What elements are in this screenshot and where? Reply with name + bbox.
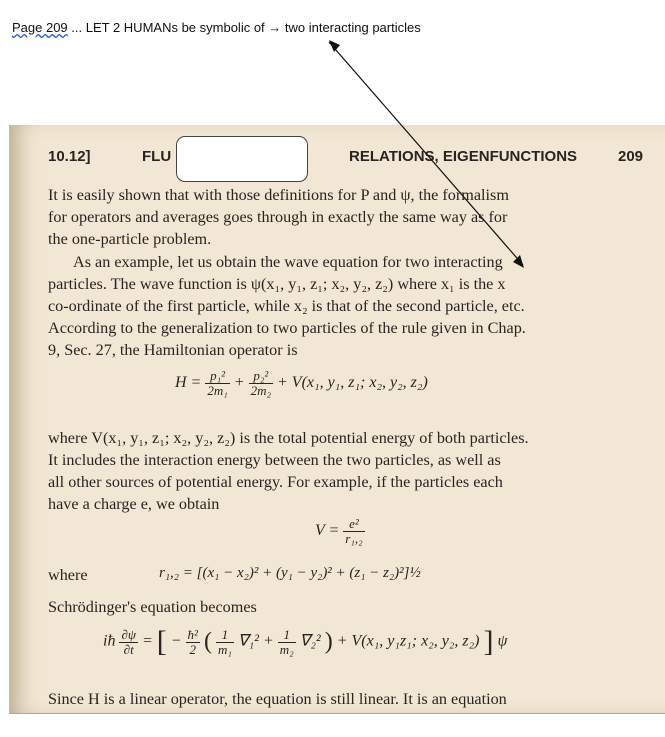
text-line: It includes the interaction energy between the two particles, as well as bbox=[48, 451, 501, 469]
fraction: $\frac{\text{p₂²}}{\text{2m₂}}$ bbox=[250, 368, 271, 398]
annotation-text: ... LET 2 HUMANs be symbolic of → two interacting particles bbox=[67, 20, 421, 35]
text-line: It is easily shown that with those definitions for P and ψ, the formalism bbox=[48, 186, 509, 204]
potential-equation: V = $\frac{\text{e²}}{\text{r₁,₂}}$ bbox=[315, 516, 363, 546]
fraction: $\frac{\text{p₁²}}{\text{2m₁}}$ bbox=[207, 368, 228, 398]
text-line: for operators and averages goes through in exactly the same way as for bbox=[48, 208, 508, 226]
text-line: have a charge e, we obtain bbox=[48, 495, 220, 513]
header-title-right: RELATIONS, EIGENFUNCTIONS bbox=[349, 148, 578, 165]
text-line: where V(x₁, y₁, z₁; x₂, y₂, z₂) is the total potential energy of both particles. bbox=[48, 429, 529, 447]
text-line: As an example, let us obtain the wave equation for two interacting bbox=[73, 253, 503, 271]
r12-equation: r₁,₂ = [(x₁ − x₂)² + (y₁ − y₂)² + (z₁ − z₂)²]½ bbox=[159, 565, 421, 581]
page-reference: Page 209 bbox=[12, 20, 68, 35]
text-line: the one-particle problem. bbox=[48, 230, 212, 248]
fraction: $\frac{\text{e²}}{\text{r₁,₂}}$ bbox=[345, 516, 363, 546]
text-line: co-ordinate of the first particle, while x₂ is that of the second particle, etc. bbox=[48, 297, 525, 315]
section-number: 10.12] bbox=[48, 148, 91, 165]
hamiltonian-equation: H = $\frac{\text{p₁²}}{\text{2m₁}}$ + $\frac{\text{p₂²}}{\text{2m₂}}$ + V(x₁, y₁, z₁; x₂, y₂, z₂) bbox=[175, 368, 428, 398]
text-line: Schrödinger's equation becomes bbox=[48, 598, 257, 616]
schrodinger-equation: iħ $\frac{\partial\psi}{\partial t}$ = [ − $\frac{\text{ħ²}}{2}$ ( $\frac{1}{\text{m₁}}$ ∇₁² + $\frac{1}{\text{m₂}}$ ∇₂² ) + V(x₁, y₁z₁; x₂, y₂, z₂) ] ψ bbox=[103, 625, 508, 658]
where-label: where bbox=[48, 566, 88, 584]
text-line: particles. The wave function is ψ(x₁, y₁, z₁; x₂, y₂, z₂) where x₁ is the x bbox=[48, 275, 506, 293]
page-number: 209 bbox=[618, 148, 644, 165]
text-line: Since H is a linear operator, the equation is still linear. It is an equation bbox=[48, 690, 507, 708]
header-title-left: FLU bbox=[142, 148, 172, 165]
text-line: all other sources of potential energy. For example, if the particles each bbox=[48, 473, 503, 491]
text-line: According to the generalization to two particles of the rule given in Chap. bbox=[48, 319, 526, 337]
text-line: 9, Sec. 27, the Hamiltonian operator is bbox=[48, 341, 298, 359]
